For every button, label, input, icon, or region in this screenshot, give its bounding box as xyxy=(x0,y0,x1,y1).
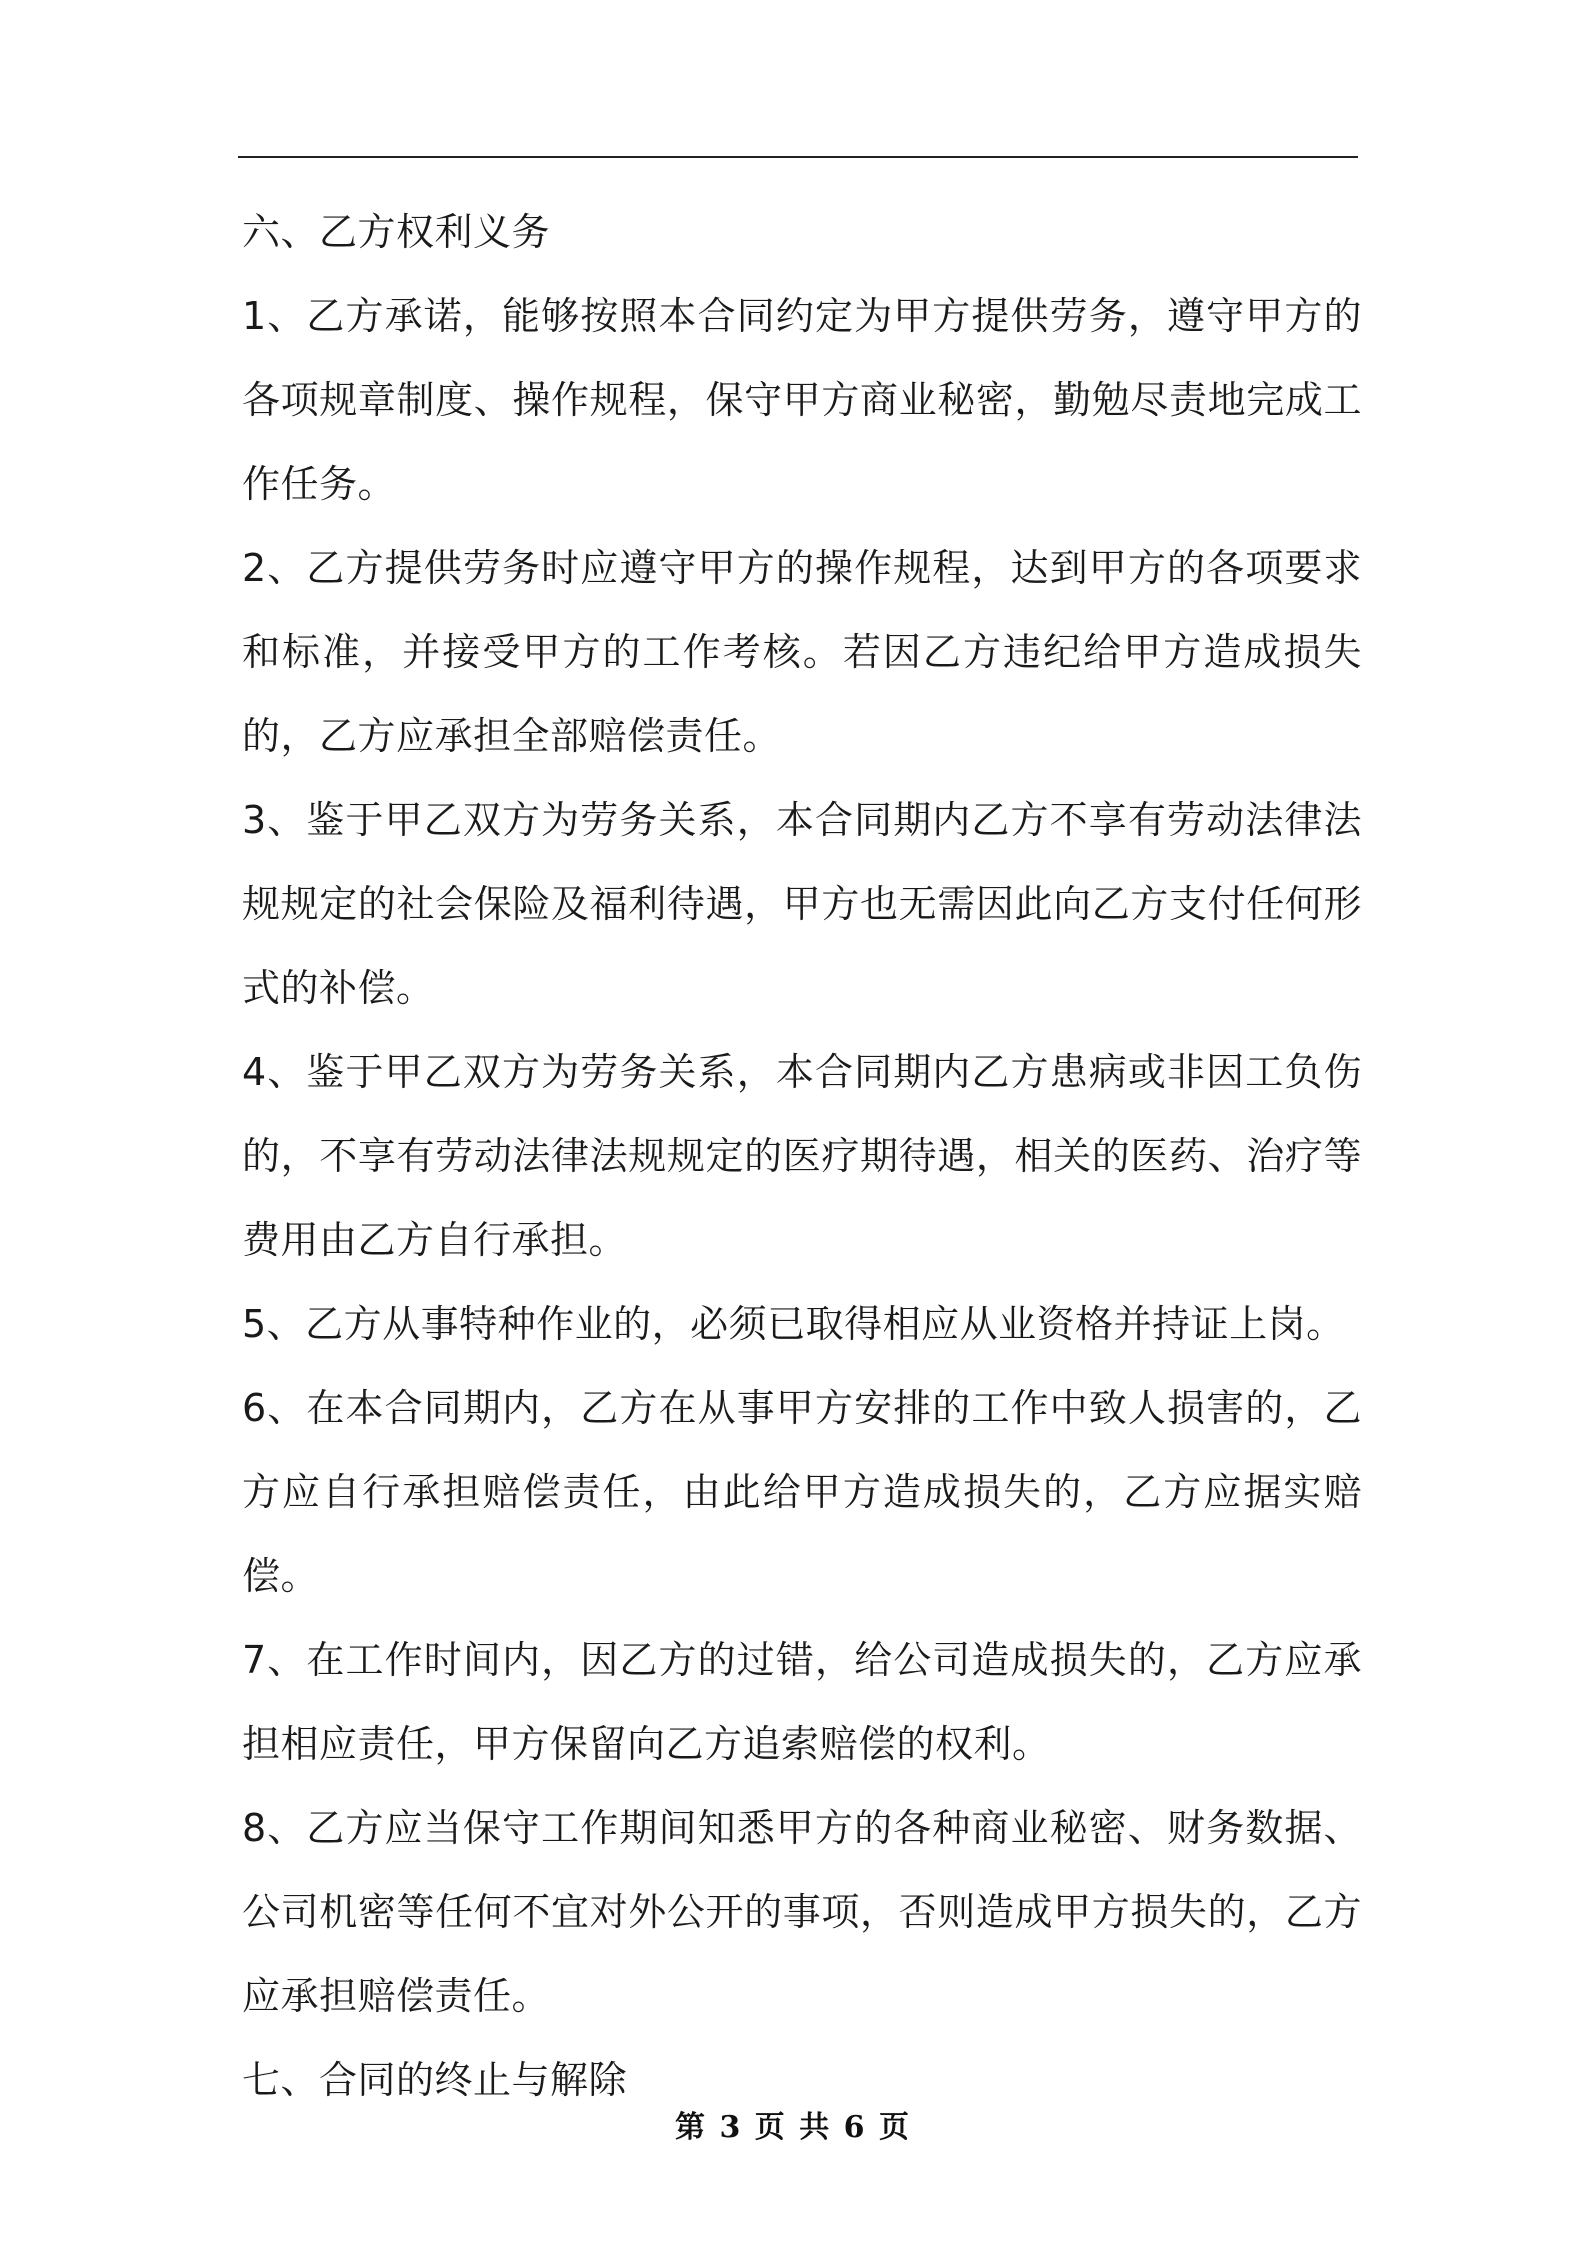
document-body xyxy=(242,190,1362,2122)
clause-5: 5、乙方从事特种作业的，必须已取得相应从业资格并持证上岗。 xyxy=(242,1302,1345,1346)
clause-7: 7、在工作时间内，因乙方的过错，给公司造成损失的，乙方应承担相应责任，甲方保留向乙方追索赔偿的权利。 xyxy=(242,1638,1362,1766)
section-heading-rights-obligations: 六、乙方权利义务 xyxy=(242,210,551,254)
clause-2: 2、乙方提供劳务时应遵守甲方的操作规程，达到甲方的各项要求和标准，并接受甲方的工作考核。若因乙方违纪给甲方造成损失的，乙方应承担全部赔偿责任。 xyxy=(242,546,1362,758)
clause-4: 4、鉴于甲乙双方为劳务关系，本合同期内乙方患病或非因工负伤的，不享有劳动法律法规规定的医疗期待遇，相关的医药、治疗等费用由乙方自行承担。 xyxy=(242,1050,1362,1262)
clause-3: 3、鉴于甲乙双方为劳务关系，本合同期内乙方不享有劳动法律法规规定的社会保险及福利待遇，甲方也无需因此向乙方支付任何形式的补偿。 xyxy=(242,798,1362,1010)
clause-1: 1、乙方承诺，能够按照本合同约定为甲方提供劳务，遵守甲方的各项规章制度、操作规程，保守甲方商业秘密，勤勉尽责地完成工作任务。 xyxy=(242,294,1362,506)
section-heading-termination: 七、合同的终止与解除 xyxy=(242,2058,628,2102)
clause-6: 6、在本合同期内，乙方在从事甲方安排的工作中致人损害的，乙方应自行承担赔偿责任，由此给甲方造成损失的，乙方应据实赔偿。 xyxy=(242,1386,1362,1598)
page-number-footer: 第 3 页 共 6 页 xyxy=(675,2110,911,2145)
header-rule xyxy=(238,156,1358,158)
clause-8: 8、乙方应当保守工作期间知悉甲方的各种商业秘密、财务数据、公司机密等任何不宜对外公开的事项，否则造成甲方损失的，乙方应承担赔偿责任。 xyxy=(242,1806,1362,2018)
